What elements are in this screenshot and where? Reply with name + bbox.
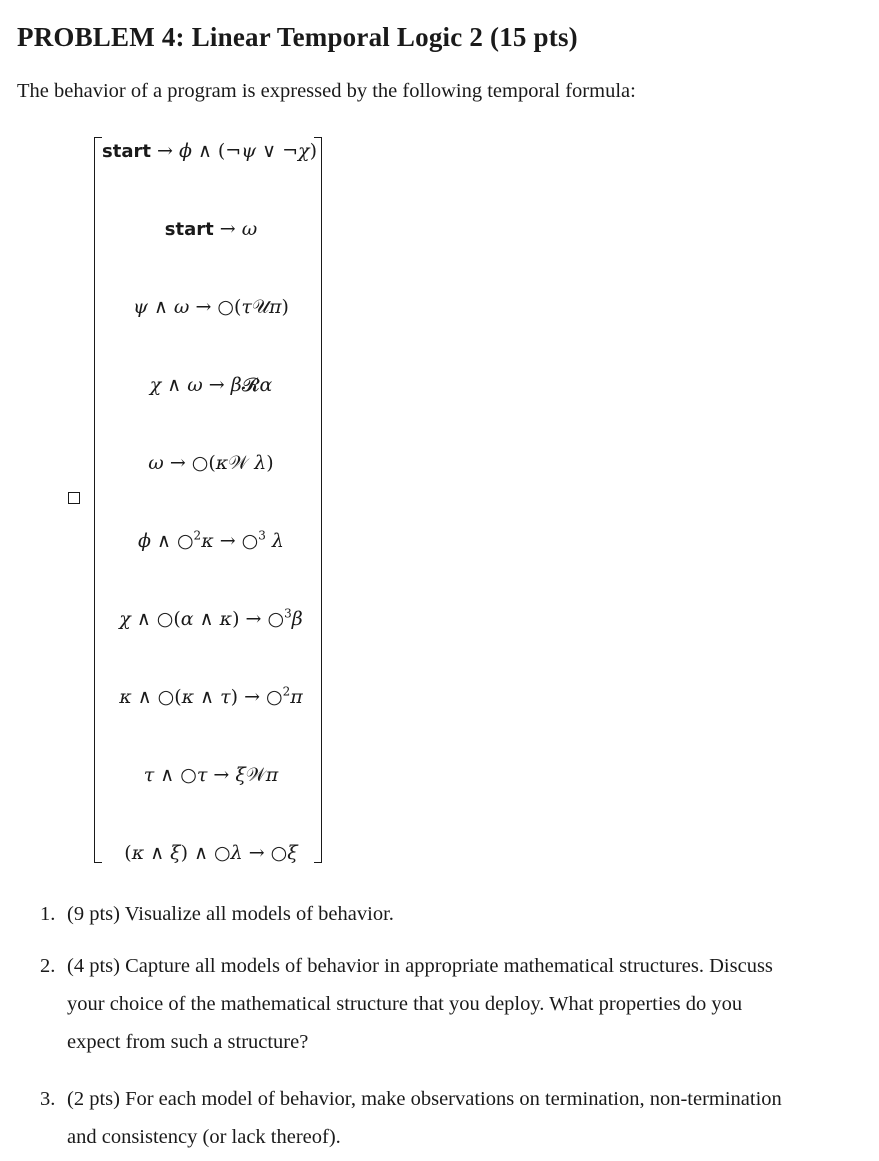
question-line: (9 pts) Visualize all models of behavior. [67, 903, 394, 925]
left-bracket [94, 137, 102, 863]
question-line: (4 pts) Capture all models of behavior in appropriate mathematical structures. Discuss [67, 955, 773, 977]
formula-3: ψ ∧ ω → ○(τ𝒰π) [133, 296, 289, 318]
question-line: your choice of the mathematical structure that you deploy. What properties do you [67, 993, 743, 1015]
question-text [67, 895, 850, 933]
formula-9: τ ∧ ○τ → ξ𝒲π [143, 764, 279, 786]
intro-text: The behavior of a program is expressed by the following temporal formula: [17, 80, 636, 102]
question-line: expect from such a structure? [67, 1031, 309, 1053]
question-number: 2. [40, 955, 56, 977]
question-text [67, 1080, 850, 1156]
question-line: (2 pts) For each model of behavior, make observations on termination, non-termination [67, 1088, 782, 1110]
question-text [67, 947, 850, 1061]
right-bracket [314, 137, 322, 863]
formula-1: start → ϕ ∧ (¬ψ ∨ ¬χ) [102, 140, 317, 162]
formula-2: start → ω [164, 218, 258, 240]
formula-10: (κ ∧ ξ) ∧ ○λ → ○ξ [124, 842, 298, 864]
problem-title: PROBLEM 4: Linear Temporal Logic 2 (15 pts) [17, 22, 578, 52]
question-line: and consistency (or lack thereof). [67, 1126, 341, 1148]
question-number: 1. [40, 903, 56, 925]
formula-4: χ ∧ ω → β𝓡α [149, 374, 273, 396]
formula-6: ϕ ∧ ○$^2$κ → ○$^3$ λ [138, 528, 284, 552]
question-number: 3. [40, 1088, 56, 1110]
formula-8: κ ∧ ○(κ ∧ τ) → ○$^2$π [119, 684, 303, 708]
formula-5: ω → ○(κ𝒲 λ) [148, 452, 274, 474]
always-operator-icon [68, 492, 80, 504]
formula-7: χ ∧ ○(α ∧ κ) → ○$^3$β [119, 606, 303, 630]
